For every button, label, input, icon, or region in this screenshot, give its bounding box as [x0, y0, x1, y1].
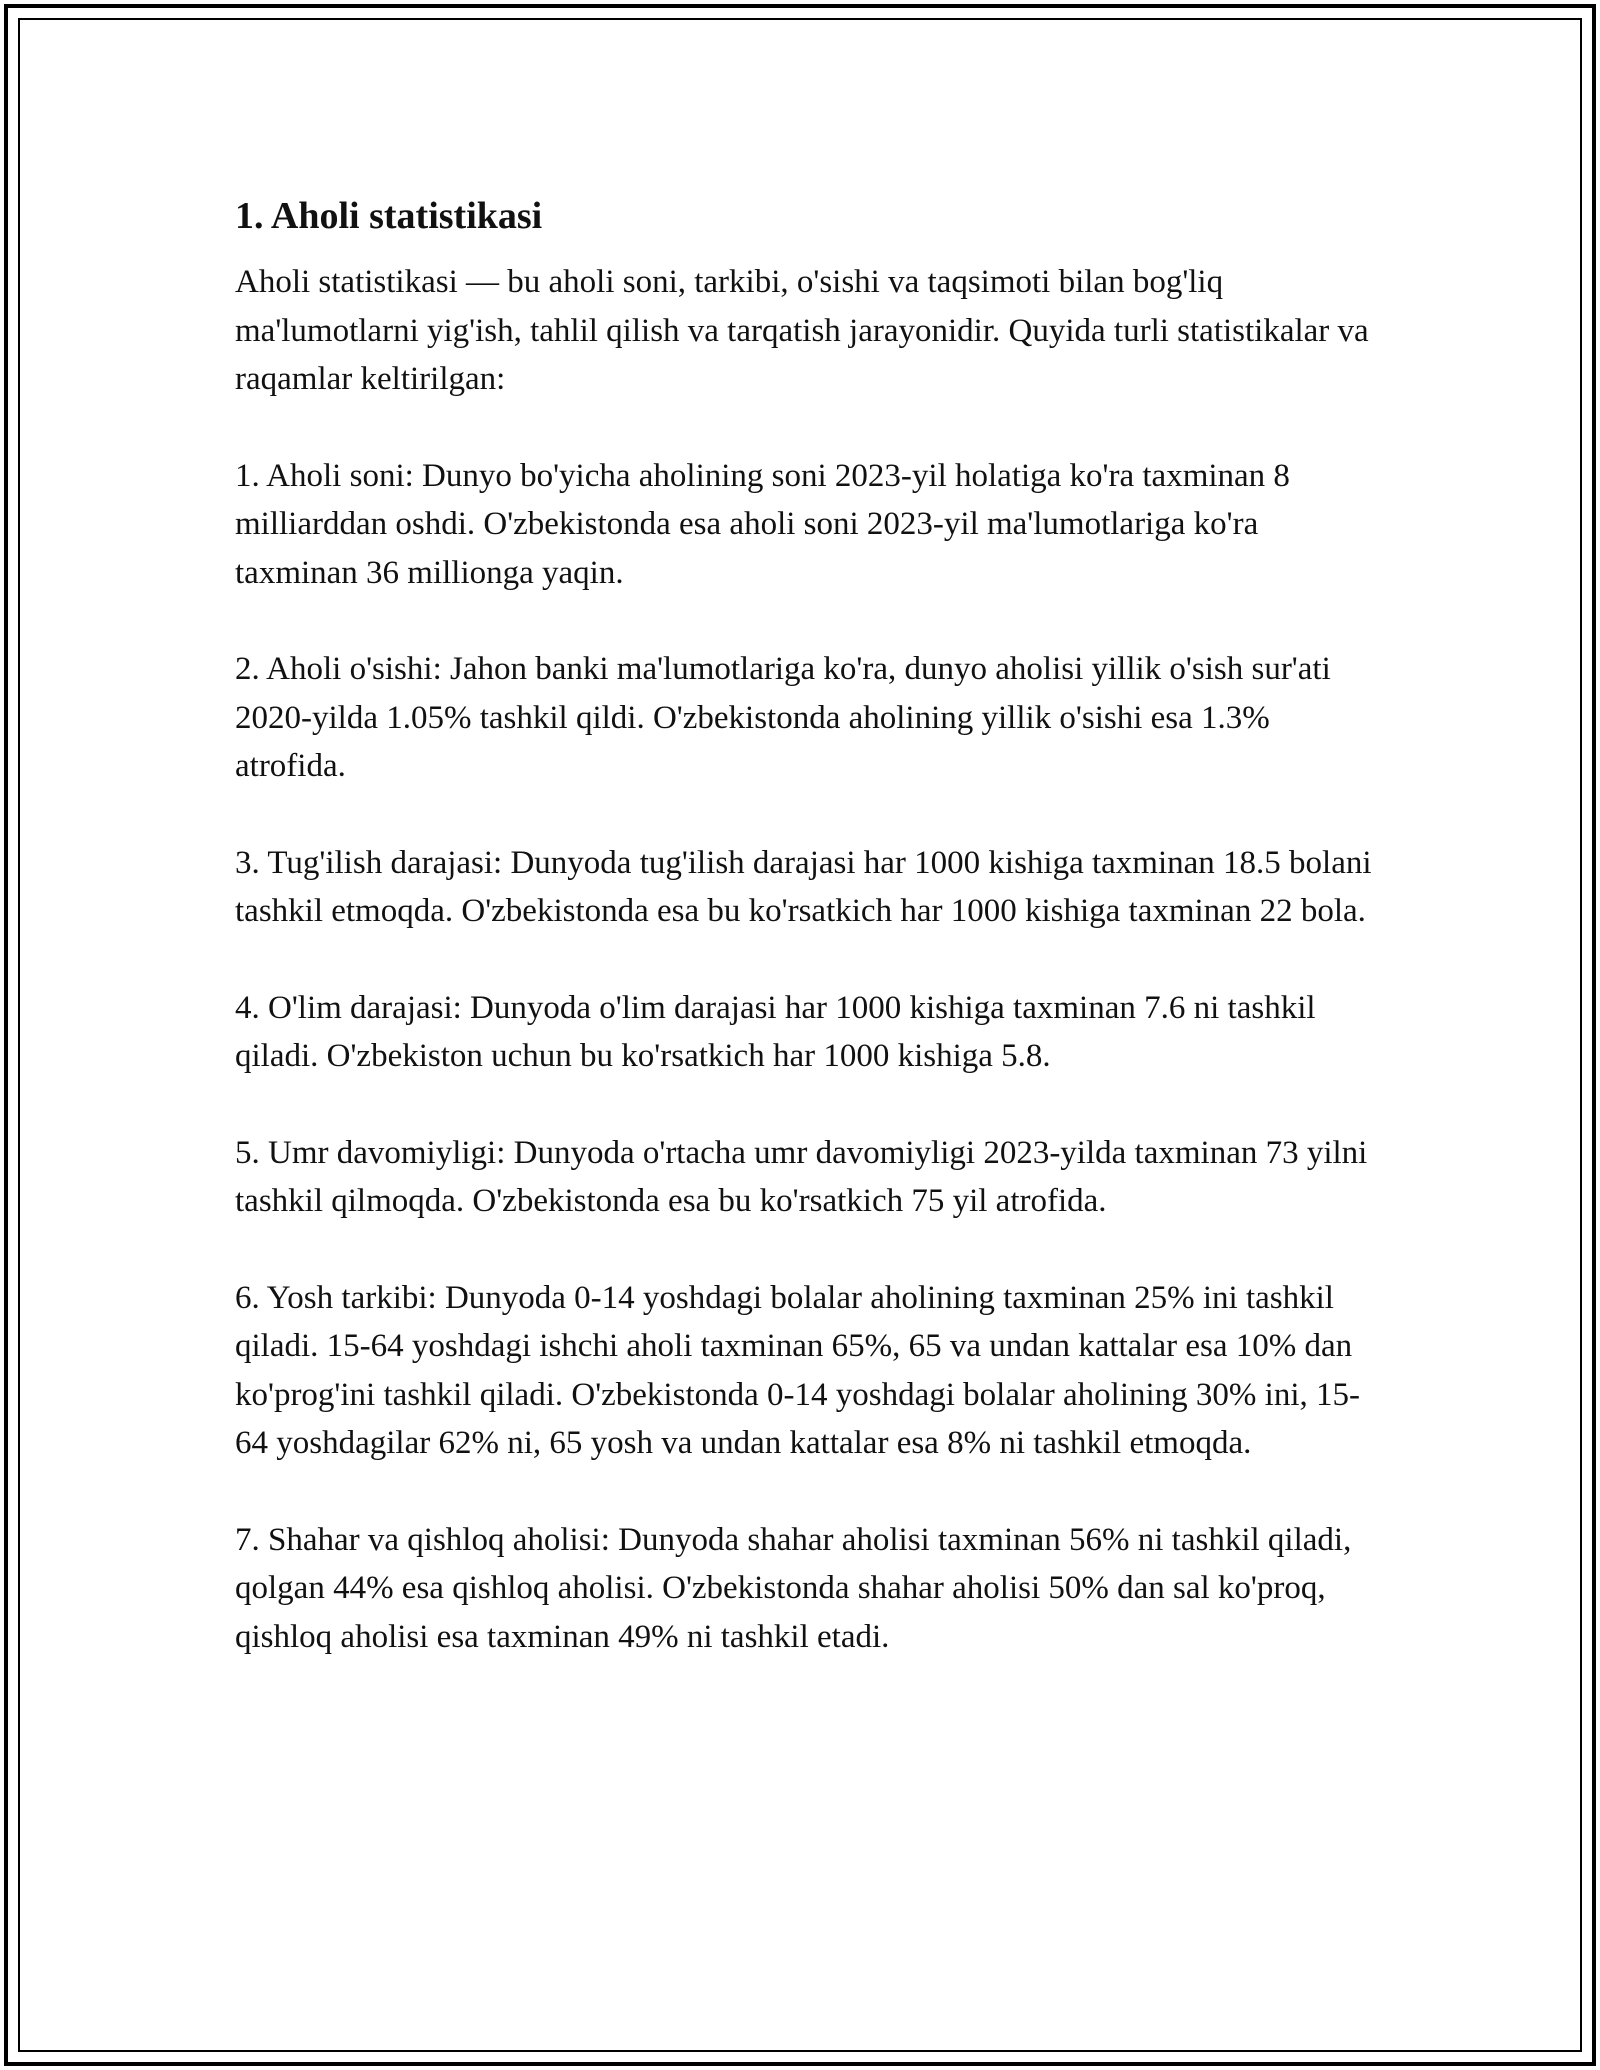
document-body	[235, 190, 1375, 1661]
section-title: 1. Aholi statistikasi	[235, 195, 543, 237]
stat-item-life-expectancy: 5. Umr davomiyligi: Dunyoda o'rtacha umr davomiyligi 2023-yilda taxminan 73 yilni tashkil qilmoqda. O'zbekistonda esa bu ko'rsatkich 75 yil atrofida.	[235, 1134, 1368, 1219]
intro-paragraph: Aholi statistikasi — bu aholi soni, tarkibi, o'sishi va taqsimoti bilan bog'liq ma'lumotlarni yig'ish, tahlil qilish va tarqatish jarayonidir. Quyida turli statistikalar va raqamlar keltirilgan:	[235, 264, 1369, 397]
stat-item-urban-rural: 7. Shahar va qishloq aholisi: Dunyoda shahar aholisi taxminan 56% ni tashkil qiladi, qolgan 44% esa qishloq aholisi. O'zbekistonda shahar aholisi 50% dan sal ko'proq, qishloq aholisi esa taxminan 49% ni tashkil etadi.	[235, 1521, 1352, 1655]
stat-item-age-structure: 6. Yosh tarkibi: Dunyoda 0-14 yoshdagi bolalar aholining taxminan 25% ini tashkil qiladi. 15-64 yoshdagi ishchi aholi taxminan 65%, 65 va undan kattalar esa 10% dan ko'prog'ini tashkil qiladi. O'zbekistonda 0-14 yoshdagi bolalar aholining 30% ini, 15-64 yoshdagilar 62% ni, 65 yosh va undan kattalar esa 8% ni tashkil etmoqda.	[235, 1279, 1360, 1461]
stat-item-birth-rate: 3. Tug'ilish darajasi: Dunyoda tug'ilish darajasi har 1000 kishiga taxminan 18.5 bolani tashkil etmoqda. O'zbekistonda esa bu ko'rsatkich har 1000 kishiga taxminan 22 bola.	[235, 844, 1372, 929]
stat-item-death-rate: 4. O'lim darajasi: Dunyoda o'lim darajasi har 1000 kishiga taxminan 7.6 ni tashkil qiladi. O'zbekiston uchun bu ko'rsatkich har 1000 kishiga 5.8.	[235, 989, 1316, 1074]
stat-item-growth: 2. Aholi o'sishi: Jahon banki ma'lumotlariga ko'ra, dunyo aholisi yillik o'sish sur'ati 2020-yilda 1.05% tashkil qildi. O'zbekistonda aholining yillik o'sishi esa 1.3% atrofida.	[235, 651, 1331, 784]
stat-item-population: 1. Aholi soni: Dunyo bo'yicha aholining soni 2023-yil holatiga ko'ra taxminan 8 milliarddan oshdi. O'zbekistonda esa aholi soni 2023-yil ma'lumotlariga ko'ra taxminan 36 millionga yaqin.	[235, 457, 1290, 591]
